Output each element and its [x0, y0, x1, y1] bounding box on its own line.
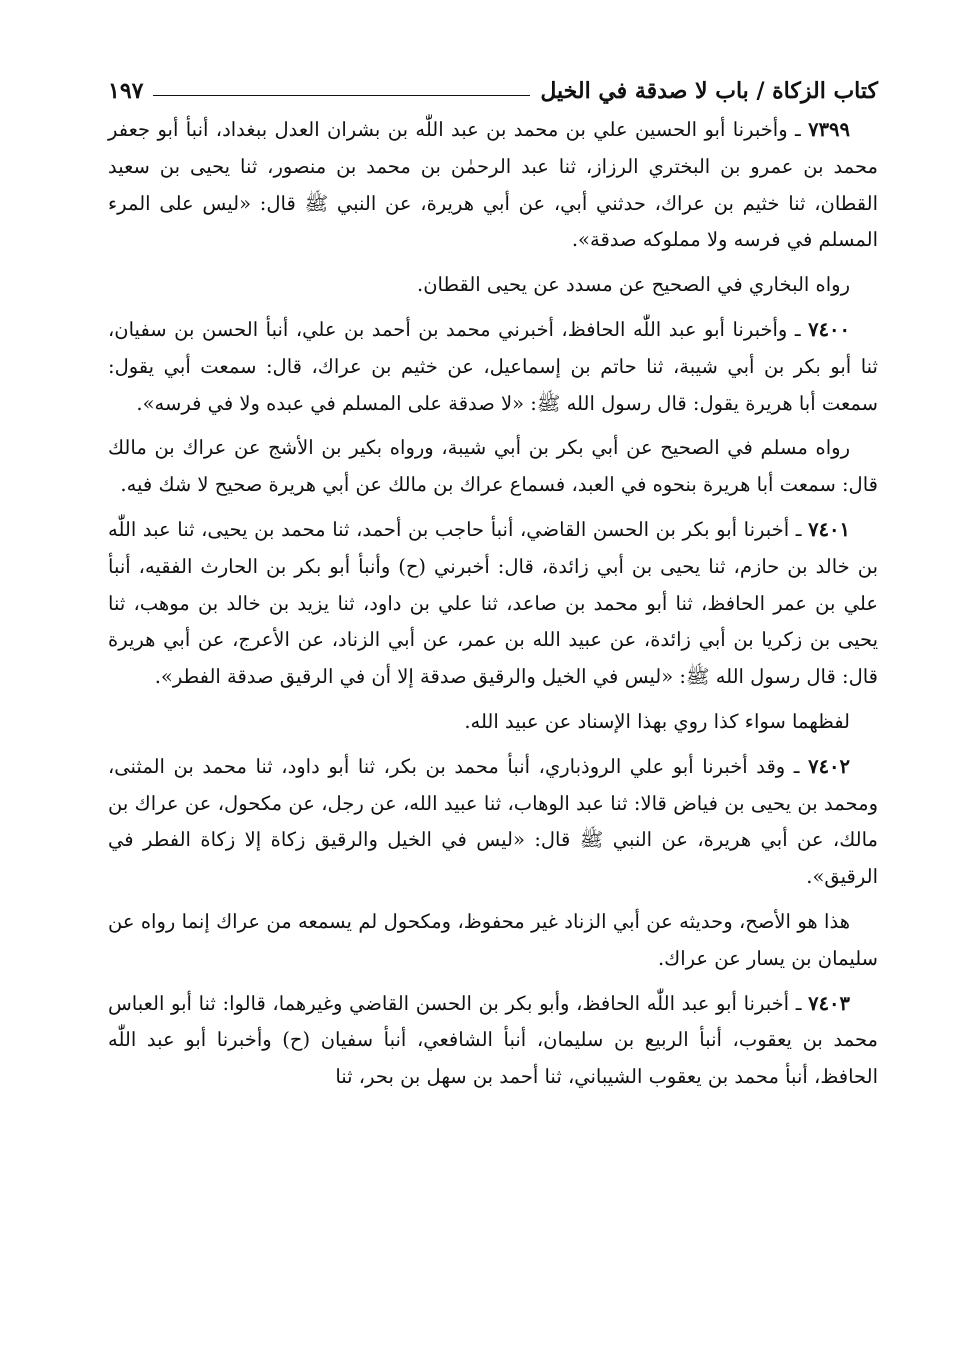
- hadith-number: ٧٣٩٩: [808, 118, 850, 141]
- commentary: [108, 704, 878, 741]
- hadith-7399: [108, 112, 878, 259]
- body-text: [108, 112, 878, 1096]
- commentary: [108, 430, 878, 504]
- hadith-text: ـ أخبرنا أبو بكر بن الحسن القاضي، أنبأ حاجب بن أحمد، ثنا محمد بن يحيى، ثنا عبد اللّٰه بن خالد بن حازم، ثنا يحيى بن أبي زائدة، قال: أخبرني (ح) وأنبأ أبو بكر بن الحارث الفقيه، أنبأ علي بن عمر الحافظ، ثنا أبو محمد بن صاعد، ثنا علي بن داود، ثنا يزيد بن خالد بن موهب، ثنا يحيى بن زكريا بن أبي زائدة، عن عبيد الله بن عمر، عن أبي الزناد، عن الأعرج، عن أبي هريرة قال: قال رسول الله ﷺ: «ليس في الخيل والرقيق صدقة إلا أن في الرقيق صدقة الفطر».: [108, 517, 878, 689]
- hadith-7400: [108, 312, 878, 422]
- hadith-text: ـ وأخبرنا أبو الحسين علي بن محمد بن عبد اللّٰه بن بشران العدل ببغداد، أنبأ أبو جعفر محمد بن عمرو بن البختري الرزاز، ثنا عبد الرحمٰن بن محمد بن منصور، ثنا يحيى بن سعيد القطان، ثنا خثيم بن عراك، حدثني أبي، عن أبي هريرة، عن النبي ﷺ قال: «ليس على المرء المسلم في فرسه ولا مملوكه صدقة».: [108, 118, 878, 252]
- header-title: كتاب الزكاة / باب لا صدقة في الخيل: [540, 78, 878, 104]
- hadith-7401: [108, 512, 878, 696]
- running-header: [108, 70, 878, 112]
- commentary-text: رواه البخاري في الصحيح عن مسدد عن يحيى القطان.: [417, 273, 850, 297]
- hadith-number: ٧٤٠١: [808, 517, 850, 541]
- commentary-text: لفظهما سواء كذا روي بهذا الإسناد عن عبيد الله.: [464, 709, 850, 733]
- hadith-number: ٧٤٠٣: [808, 991, 850, 1015]
- header-rule: [153, 95, 530, 96]
- hadith-text: ـ وقد أخبرنا أبو علي الروذباري، أنبأ محمد بن بكر، ثنا أبو داود، ثنا محمد بن المثنى، ومحمد بن يحيى بن فياض قالا: ثنا عبد الوهاب، ثنا عبيد الله، عن رجل، عن مكحول، عن عراك بن مالك، عن أبي هريرة، عن النبي ﷺ قال: «ليس في الخيل والرقيق زكاة إلا زكاة الفطر في الرقيق».: [108, 754, 878, 889]
- commentary-text: هذا هو الأصح، وحديثه عن أبي الزناد غير محفوظ، ومكحول لم يسمعه من عراك إنما رواه عن سليمان بن يسار عن عراك.: [108, 909, 878, 970]
- document-page: [108, 70, 878, 1104]
- hadith-7403: [108, 986, 878, 1096]
- commentary-text: رواه مسلم في الصحيح عن أبي بكر بن أبي شيبة، ورواه بكير بن الأشج عن عراك بن مالك قال: سمعت أبا هريرة بنحوه في العبد، فسماع عراك بن مالك عن أبي هريرة صحيح لا شك فيه.: [108, 436, 878, 497]
- hadith-number: ٧٤٠٠: [808, 317, 850, 341]
- hadith-7402: [108, 749, 878, 896]
- page-number: ١٩٧: [108, 78, 144, 104]
- commentary: [108, 904, 878, 978]
- hadith-text: ـ أخبرنا أبو عبد اللّٰه الحافظ، وأبو بكر بن الحسن القاضي وغيرهما، قالوا: ثنا أبو العباس محمد بن يعقوب، أنبأ الربيع بن سليمان، أنبأ الشافعي، أنبأ سفيان (ح) وأخبرنا أبو عبد اللّٰه الحافظ، أنبأ محمد بن يعقوب الشيباني، ثنا أحمد بن سهل بن بحر، ثنا: [108, 991, 878, 1089]
- hadith-text: ـ وأخبرنا أبو عبد اللّٰه الحافظ، أخبرني محمد بن أحمد بن علي، أنبأ الحسن بن سفيان، ثنا أبو بكر بن أبي شيبة، ثنا حاتم بن إسماعيل، عن خثيم بن عراك، قال: سمعت أبي يقول: سمعت أبا هريرة يقول: قال رسول الله ﷺ: «لا صدقة على المسلم في عبده ولا في فرسه».: [108, 317, 878, 415]
- hadith-number: ٧٤٠٢: [808, 754, 850, 778]
- commentary: [108, 267, 878, 304]
